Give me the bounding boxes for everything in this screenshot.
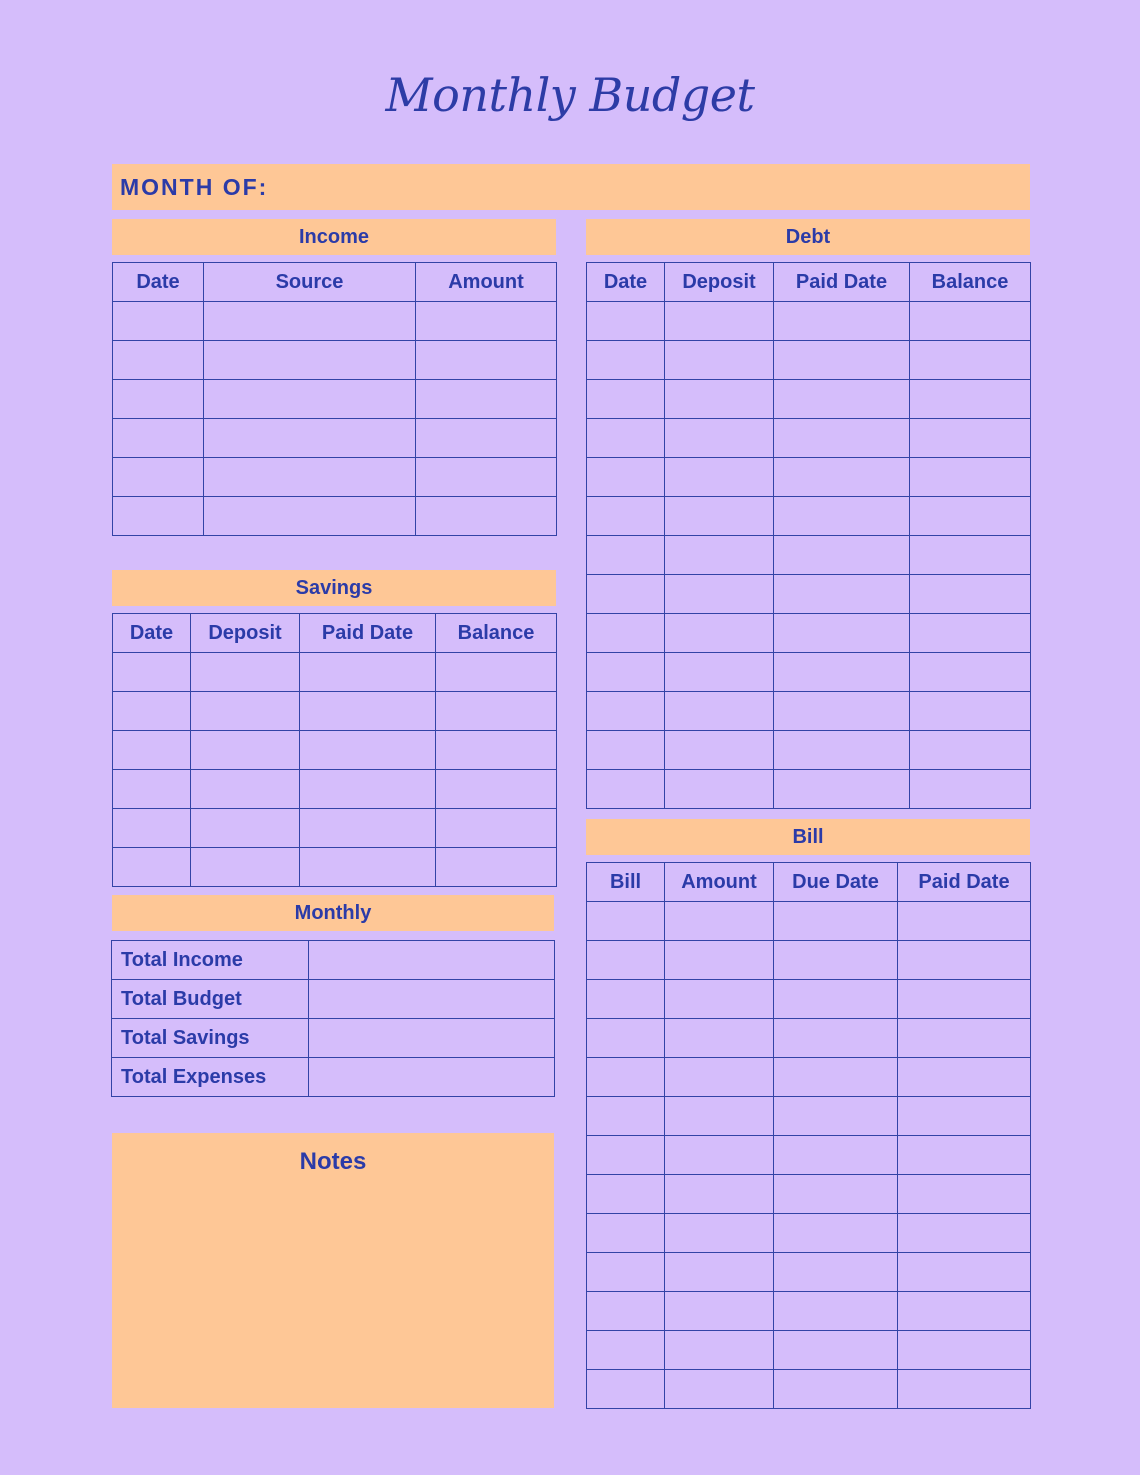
bill-column-header: Paid Date xyxy=(898,863,1031,902)
savings-cell[interactable] xyxy=(436,731,557,770)
savings-cell[interactable] xyxy=(300,770,436,809)
debt-cell[interactable] xyxy=(587,653,665,692)
income-cell[interactable] xyxy=(113,302,204,341)
bill-cell[interactable] xyxy=(665,902,774,941)
debt-cell[interactable] xyxy=(774,770,910,809)
bill-cell[interactable] xyxy=(587,1019,665,1058)
bill-cell[interactable] xyxy=(774,902,898,941)
bill-column-header: Bill xyxy=(587,863,665,902)
bill-cell[interactable] xyxy=(898,1370,1031,1409)
income-column-header: Date xyxy=(113,263,204,302)
income-cell[interactable] xyxy=(416,497,557,536)
savings-cell[interactable] xyxy=(191,848,300,887)
savings-cell[interactable] xyxy=(191,770,300,809)
income-cell[interactable] xyxy=(113,341,204,380)
table-row xyxy=(587,1370,1031,1409)
bill-cell[interactable] xyxy=(774,941,898,980)
debt-table xyxy=(586,262,1031,809)
bill-cell[interactable] xyxy=(898,1175,1031,1214)
income-cell[interactable] xyxy=(204,380,416,419)
debt-cell[interactable] xyxy=(774,341,910,380)
bill-cell[interactable] xyxy=(665,980,774,1019)
table-row xyxy=(587,653,1031,692)
savings-cell[interactable] xyxy=(113,809,191,848)
income-cell[interactable] xyxy=(204,497,416,536)
savings-cell[interactable] xyxy=(191,692,300,731)
bill-cell[interactable] xyxy=(665,1370,774,1409)
table-row xyxy=(587,1331,1031,1370)
savings-cell[interactable] xyxy=(436,692,557,731)
debt-column-header: Paid Date xyxy=(774,263,910,302)
summary-row xyxy=(112,941,555,980)
bill-cell[interactable] xyxy=(587,1253,665,1292)
bill-cell[interactable] xyxy=(665,1136,774,1175)
monthly-section-header: Monthly xyxy=(112,895,554,931)
table-row xyxy=(113,809,557,848)
savings-cell[interactable] xyxy=(300,653,436,692)
table-row xyxy=(587,1175,1031,1214)
bill-cell[interactable] xyxy=(587,1292,665,1331)
debt-cell[interactable] xyxy=(587,341,665,380)
bill-cell[interactable] xyxy=(774,980,898,1019)
debt-column-header: Date xyxy=(587,263,665,302)
debt-cell[interactable] xyxy=(665,731,774,770)
income-cell[interactable] xyxy=(416,419,557,458)
bill-cell[interactable] xyxy=(587,1175,665,1214)
debt-cell[interactable] xyxy=(665,380,774,419)
bill-column-header: Amount xyxy=(665,863,774,902)
bill-table xyxy=(586,862,1031,1409)
debt-header-row xyxy=(587,263,1031,302)
table-row xyxy=(113,458,557,497)
income-table xyxy=(112,262,557,536)
summary-value-field[interactable] xyxy=(309,980,555,1019)
bill-cell[interactable] xyxy=(898,1253,1031,1292)
bill-cell[interactable] xyxy=(898,1292,1031,1331)
debt-cell[interactable] xyxy=(910,575,1031,614)
bill-section-header: Bill xyxy=(586,819,1030,855)
debt-cell[interactable] xyxy=(587,731,665,770)
bill-cell[interactable] xyxy=(898,1019,1031,1058)
summary-row xyxy=(112,1019,555,1058)
debt-cell[interactable] xyxy=(774,419,910,458)
table-row xyxy=(587,419,1031,458)
savings-table xyxy=(112,613,557,887)
debt-cell[interactable] xyxy=(774,692,910,731)
bill-cell[interactable] xyxy=(774,1097,898,1136)
table-row xyxy=(587,902,1031,941)
savings-cell[interactable] xyxy=(300,692,436,731)
bill-cell[interactable] xyxy=(587,1331,665,1370)
debt-cell[interactable] xyxy=(665,575,774,614)
debt-cell[interactable] xyxy=(910,731,1031,770)
debt-cell[interactable] xyxy=(665,536,774,575)
bill-cell[interactable] xyxy=(774,1292,898,1331)
bill-cell[interactable] xyxy=(587,1097,665,1136)
table-row xyxy=(587,497,1031,536)
debt-cell[interactable] xyxy=(774,458,910,497)
table-row xyxy=(113,302,557,341)
income-cell[interactable] xyxy=(113,419,204,458)
savings-cell[interactable] xyxy=(300,848,436,887)
debt-cell[interactable] xyxy=(665,653,774,692)
debt-section-header: Debt xyxy=(586,219,1030,255)
income-cell[interactable] xyxy=(204,419,416,458)
table-row xyxy=(587,302,1031,341)
table-row xyxy=(587,1214,1031,1253)
debt-cell[interactable] xyxy=(665,458,774,497)
income-column-header: Source xyxy=(204,263,416,302)
table-row xyxy=(587,731,1031,770)
debt-cell[interactable] xyxy=(910,302,1031,341)
bill-cell[interactable] xyxy=(774,1136,898,1175)
table-row xyxy=(587,941,1031,980)
bill-cell[interactable] xyxy=(898,1331,1031,1370)
debt-cell[interactable] xyxy=(910,341,1031,380)
table-row xyxy=(113,770,557,809)
debt-cell[interactable] xyxy=(774,536,910,575)
savings-cell[interactable] xyxy=(191,653,300,692)
table-row xyxy=(587,1019,1031,1058)
bill-cell[interactable] xyxy=(898,980,1031,1019)
bill-cell[interactable] xyxy=(587,1136,665,1175)
table-row xyxy=(587,614,1031,653)
debt-cell[interactable] xyxy=(910,536,1031,575)
income-section-header: Income xyxy=(112,219,556,255)
debt-cell[interactable] xyxy=(774,497,910,536)
table-row xyxy=(113,419,557,458)
summary-label: Total Income xyxy=(112,941,309,980)
debt-cell[interactable] xyxy=(587,497,665,536)
table-row xyxy=(587,536,1031,575)
debt-cell[interactable] xyxy=(587,380,665,419)
savings-cell[interactable] xyxy=(300,731,436,770)
bill-cell[interactable] xyxy=(774,1175,898,1214)
debt-cell[interactable] xyxy=(665,692,774,731)
debt-cell[interactable] xyxy=(910,692,1031,731)
bill-cell[interactable] xyxy=(665,1019,774,1058)
bill-cell[interactable] xyxy=(587,1058,665,1097)
summary-value-field[interactable] xyxy=(309,1019,555,1058)
table-row xyxy=(113,692,557,731)
savings-cell[interactable] xyxy=(436,809,557,848)
bill-cell[interactable] xyxy=(898,1214,1031,1253)
income-cell[interactable] xyxy=(416,458,557,497)
debt-cell[interactable] xyxy=(910,419,1031,458)
table-row xyxy=(587,1253,1031,1292)
savings-column-header: Date xyxy=(113,614,191,653)
debt-cell[interactable] xyxy=(587,458,665,497)
summary-value-field[interactable] xyxy=(309,941,555,980)
debt-cell[interactable] xyxy=(665,341,774,380)
income-header-row xyxy=(113,263,557,302)
debt-column-header: Balance xyxy=(910,263,1031,302)
summary-value-field[interactable] xyxy=(309,1058,555,1097)
bill-cell[interactable] xyxy=(665,1253,774,1292)
debt-cell[interactable] xyxy=(665,419,774,458)
income-cell[interactable] xyxy=(204,341,416,380)
debt-cell[interactable] xyxy=(587,536,665,575)
savings-column-header: Paid Date xyxy=(300,614,436,653)
table-row xyxy=(587,1292,1031,1331)
bill-cell[interactable] xyxy=(774,1058,898,1097)
bill-cell[interactable] xyxy=(587,941,665,980)
debt-cell[interactable] xyxy=(665,614,774,653)
summary-label: Total Expenses xyxy=(112,1058,309,1097)
debt-cell[interactable] xyxy=(774,731,910,770)
table-row xyxy=(113,497,557,536)
bill-cell[interactable] xyxy=(665,1058,774,1097)
summary-row xyxy=(112,980,555,1019)
income-cell[interactable] xyxy=(113,497,204,536)
debt-cell[interactable] xyxy=(587,692,665,731)
bill-cell[interactable] xyxy=(665,1175,774,1214)
income-cell[interactable] xyxy=(204,458,416,497)
debt-cell[interactable] xyxy=(665,497,774,536)
bill-header-row xyxy=(587,863,1031,902)
table-row xyxy=(587,575,1031,614)
bill-cell[interactable] xyxy=(898,1136,1031,1175)
savings-section-header: Savings xyxy=(112,570,556,606)
income-cell[interactable] xyxy=(416,380,557,419)
bill-column-header: Due Date xyxy=(774,863,898,902)
table-row xyxy=(113,653,557,692)
savings-column-header: Deposit xyxy=(191,614,300,653)
debt-cell[interactable] xyxy=(665,770,774,809)
summary-row xyxy=(112,1058,555,1097)
table-row xyxy=(587,692,1031,731)
table-row xyxy=(113,380,557,419)
bill-cell[interactable] xyxy=(665,941,774,980)
debt-cell[interactable] xyxy=(587,770,665,809)
monthly-summary-table xyxy=(111,940,555,1097)
month-of-field[interactable]: MONTH OF: xyxy=(112,164,1030,210)
bill-cell[interactable] xyxy=(898,1058,1031,1097)
debt-cell[interactable] xyxy=(774,575,910,614)
income-cell[interactable] xyxy=(204,302,416,341)
debt-cell[interactable] xyxy=(910,380,1031,419)
savings-cell[interactable] xyxy=(300,809,436,848)
bill-cell[interactable] xyxy=(665,1097,774,1136)
savings-column-header: Balance xyxy=(436,614,557,653)
debt-cell[interactable] xyxy=(910,458,1031,497)
bill-cell[interactable] xyxy=(587,902,665,941)
debt-cell[interactable] xyxy=(587,614,665,653)
table-row xyxy=(587,770,1031,809)
bill-cell[interactable] xyxy=(774,1214,898,1253)
debt-cell[interactable] xyxy=(910,770,1031,809)
income-cell[interactable] xyxy=(416,341,557,380)
savings-cell[interactable] xyxy=(113,731,191,770)
bill-cell[interactable] xyxy=(774,1370,898,1409)
savings-cell[interactable] xyxy=(113,653,191,692)
savings-cell[interactable] xyxy=(191,731,300,770)
bill-cell[interactable] xyxy=(774,1253,898,1292)
table-row xyxy=(587,980,1031,1019)
page-title: Monthly Budget xyxy=(385,68,755,122)
table-row xyxy=(587,458,1031,497)
savings-cell[interactable] xyxy=(436,770,557,809)
debt-cell[interactable] xyxy=(774,302,910,341)
table-row xyxy=(587,1136,1031,1175)
savings-cell[interactable] xyxy=(436,848,557,887)
bill-cell[interactable] xyxy=(898,902,1031,941)
debt-cell[interactable] xyxy=(587,302,665,341)
bill-cell[interactable] xyxy=(587,1370,665,1409)
savings-cell[interactable] xyxy=(113,848,191,887)
bill-cell[interactable] xyxy=(587,980,665,1019)
notes-box[interactable] xyxy=(112,1133,554,1408)
table-row xyxy=(113,848,557,887)
debt-cell[interactable] xyxy=(587,575,665,614)
savings-cell[interactable] xyxy=(113,770,191,809)
debt-cell[interactable] xyxy=(774,380,910,419)
savings-cell[interactable] xyxy=(113,692,191,731)
table-row xyxy=(587,1097,1031,1136)
income-cell[interactable] xyxy=(416,302,557,341)
income-cell[interactable] xyxy=(113,380,204,419)
summary-label: Total Savings xyxy=(112,1019,309,1058)
savings-header-row xyxy=(113,614,557,653)
debt-cell[interactable] xyxy=(910,653,1031,692)
table-row xyxy=(587,1058,1031,1097)
bill-cell[interactable] xyxy=(665,1214,774,1253)
table-row xyxy=(587,380,1031,419)
table-row xyxy=(113,731,557,770)
bill-cell[interactable] xyxy=(898,941,1031,980)
bill-cell[interactable] xyxy=(587,1214,665,1253)
savings-cell[interactable] xyxy=(436,653,557,692)
bill-cell[interactable] xyxy=(665,1331,774,1370)
table-row xyxy=(113,341,557,380)
debt-column-header: Deposit xyxy=(665,263,774,302)
debt-cell[interactable] xyxy=(665,302,774,341)
debt-cell[interactable] xyxy=(774,614,910,653)
income-column-header: Amount xyxy=(416,263,557,302)
bill-cell[interactable] xyxy=(774,1331,898,1370)
bill-cell[interactable] xyxy=(774,1019,898,1058)
notes-title: Notes xyxy=(299,1148,367,1175)
bill-cell[interactable] xyxy=(665,1292,774,1331)
summary-label: Total Budget xyxy=(112,980,309,1019)
debt-cell[interactable] xyxy=(774,653,910,692)
debt-cell[interactable] xyxy=(910,497,1031,536)
debt-cell[interactable] xyxy=(587,419,665,458)
table-row xyxy=(587,341,1031,380)
income-cell[interactable] xyxy=(113,458,204,497)
bill-cell[interactable] xyxy=(898,1097,1031,1136)
debt-cell[interactable] xyxy=(910,614,1031,653)
savings-cell[interactable] xyxy=(191,809,300,848)
